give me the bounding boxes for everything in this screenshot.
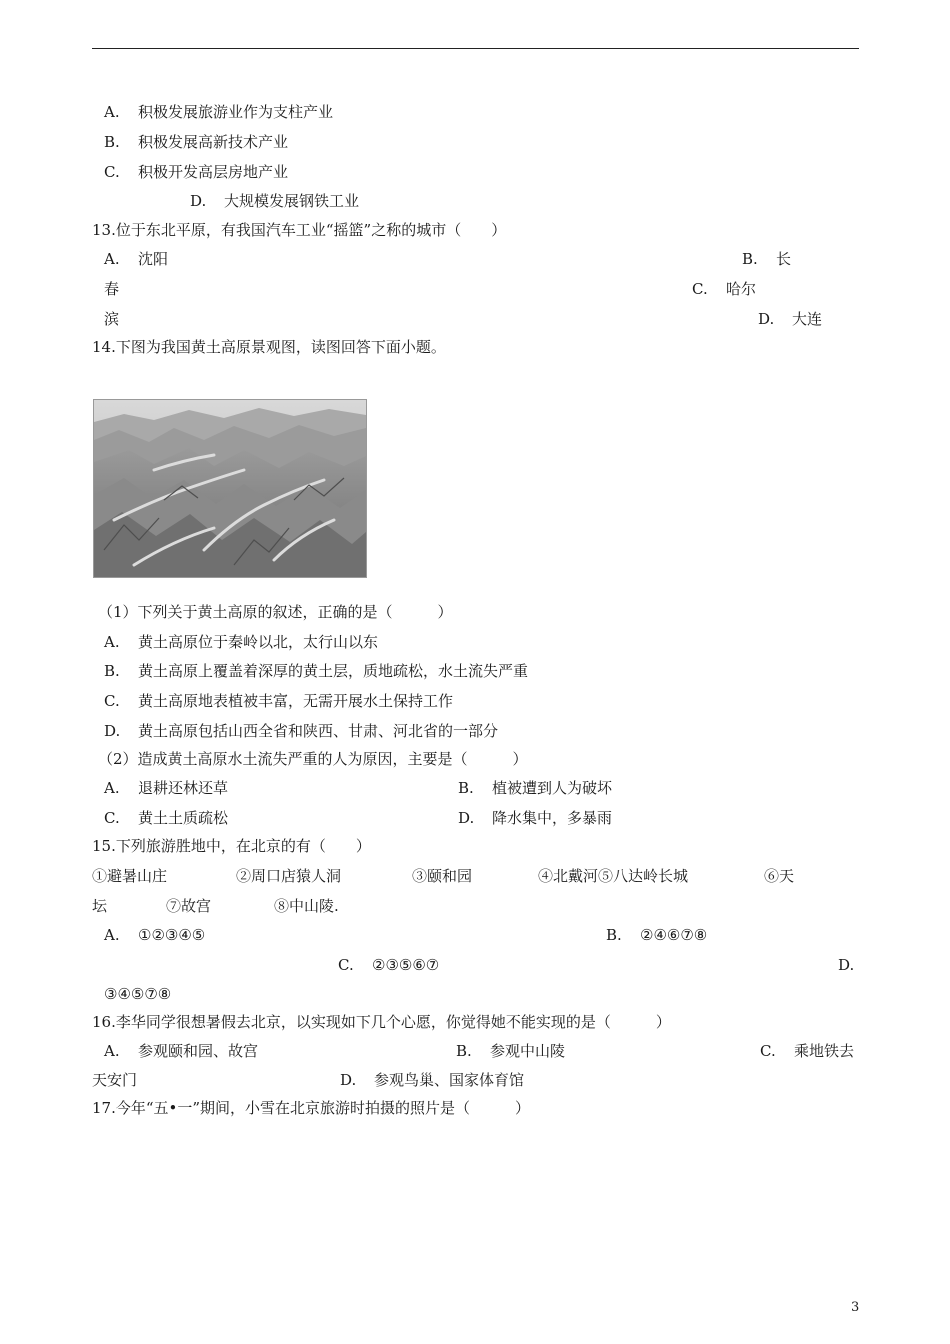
q17-stem: 17.今年“五•一”期间，小雪在北京旅游时拍摄的照片是（ ） — [92, 1099, 531, 1117]
q15-item-2: ②周口店猿人洞 — [236, 867, 342, 885]
q14-sub1-option-c: C. 黄土高原地表植被丰富，无需开展水土保持工作 — [104, 692, 454, 710]
q12-option-b: B. 积极发展高新技术产业 — [104, 133, 289, 151]
q16-option-b: B. 参观中山陵 — [456, 1042, 566, 1060]
q15-stem: 15.下列旅游胜地中，在北京的有（ ） — [92, 837, 371, 855]
q14-sub2-stem: （2）造成黄土高原水土流失严重的人为原因，主要是（ ） — [98, 750, 528, 768]
q12-option-c: C. 积极开发高层房地产业 — [104, 163, 289, 181]
q14-stem: 14.下图为我国黄土高原景观图，读图回答下面小题。 — [92, 338, 446, 356]
q15-option-d-text: ③④⑤⑦⑧ — [104, 985, 172, 1003]
q14-sub2-option-a: A. 退耕还林还草 — [104, 779, 229, 797]
q14-sub1-option-b: B. 黄土高原上覆盖着深厚的黄土层，质地疏松，水土流失严重 — [104, 662, 529, 680]
q14-sub2-option-d: D. 降水集中，多暴雨 — [458, 809, 613, 827]
q12-option-d: D. 大规模发展钢铁工业 — [190, 192, 360, 210]
q13-option-b-cont: 春 — [104, 280, 120, 298]
q14-sub1-stem: （1）下列关于黄土高原的叙述，正确的是（ ） — [98, 603, 453, 621]
q15-item-6-cont: 坛 — [92, 897, 108, 915]
q13-option-a: A. 沈阳 — [104, 250, 169, 268]
q14-sub2-option-b: B. 植被遭到人为破坏 — [458, 779, 613, 797]
q15-item-3: ③颐和园 — [412, 867, 473, 885]
q15-item-4-5: ④北戴河⑤八达岭长城 — [538, 867, 689, 885]
q13-option-b: B. 长 — [742, 250, 792, 268]
q16-option-a: A. 参观颐和园、故宫 — [104, 1042, 259, 1060]
q13-option-c: C. 哈尔 — [692, 280, 757, 298]
loess-plateau-photo — [93, 399, 367, 578]
q16-option-c-cont: 天安门 — [92, 1071, 138, 1089]
q15-option-a: A. ①②③④⑤ — [104, 926, 206, 944]
q15-item-1: ①避暑山庄 — [92, 867, 168, 885]
loess-plateau-landscape — [94, 400, 366, 577]
page-number: 3 — [851, 1300, 860, 1315]
q15-option-c: C. ②③⑤⑥⑦ — [338, 956, 440, 974]
q15-option-d-label: D. — [838, 956, 855, 974]
q14-sub2-option-c: C. 黄土土质疏松 — [104, 809, 229, 827]
q12-option-a: A. 积极发展旅游业作为支柱产业 — [104, 103, 334, 121]
q13-option-c-cont: 滨 — [104, 310, 120, 328]
header-rule — [92, 48, 859, 49]
q15-item-7: ⑦故宫 — [166, 897, 212, 915]
q16-option-c: C. 乘地铁去 — [760, 1042, 855, 1060]
q14-sub1-option-d: D. 黄土高原包括山西全省和陕西、甘肃、河北省的一部分 — [104, 722, 499, 740]
q15-item-6: ⑥天 — [764, 867, 795, 885]
q15-option-b: B. ②④⑥⑦⑧ — [606, 926, 708, 944]
q13-stem: 13.位于东北平原，有我国汽车工业“摇篮”之称的城市（ ） — [92, 221, 507, 239]
q14-sub1-option-a: A. 黄土高原位于秦岭以北，太行山以东 — [104, 633, 379, 651]
q16-stem: 16.李华同学很想暑假去北京，以实现如下几个心愿，你觉得她不能实现的是（ ） — [92, 1013, 671, 1031]
q16-option-d: D. 参观鸟巢、国家体育馆 — [340, 1071, 525, 1089]
q13-option-d: D. 大连 — [758, 310, 823, 328]
q15-item-8: ⑧中山陵. — [274, 897, 339, 915]
